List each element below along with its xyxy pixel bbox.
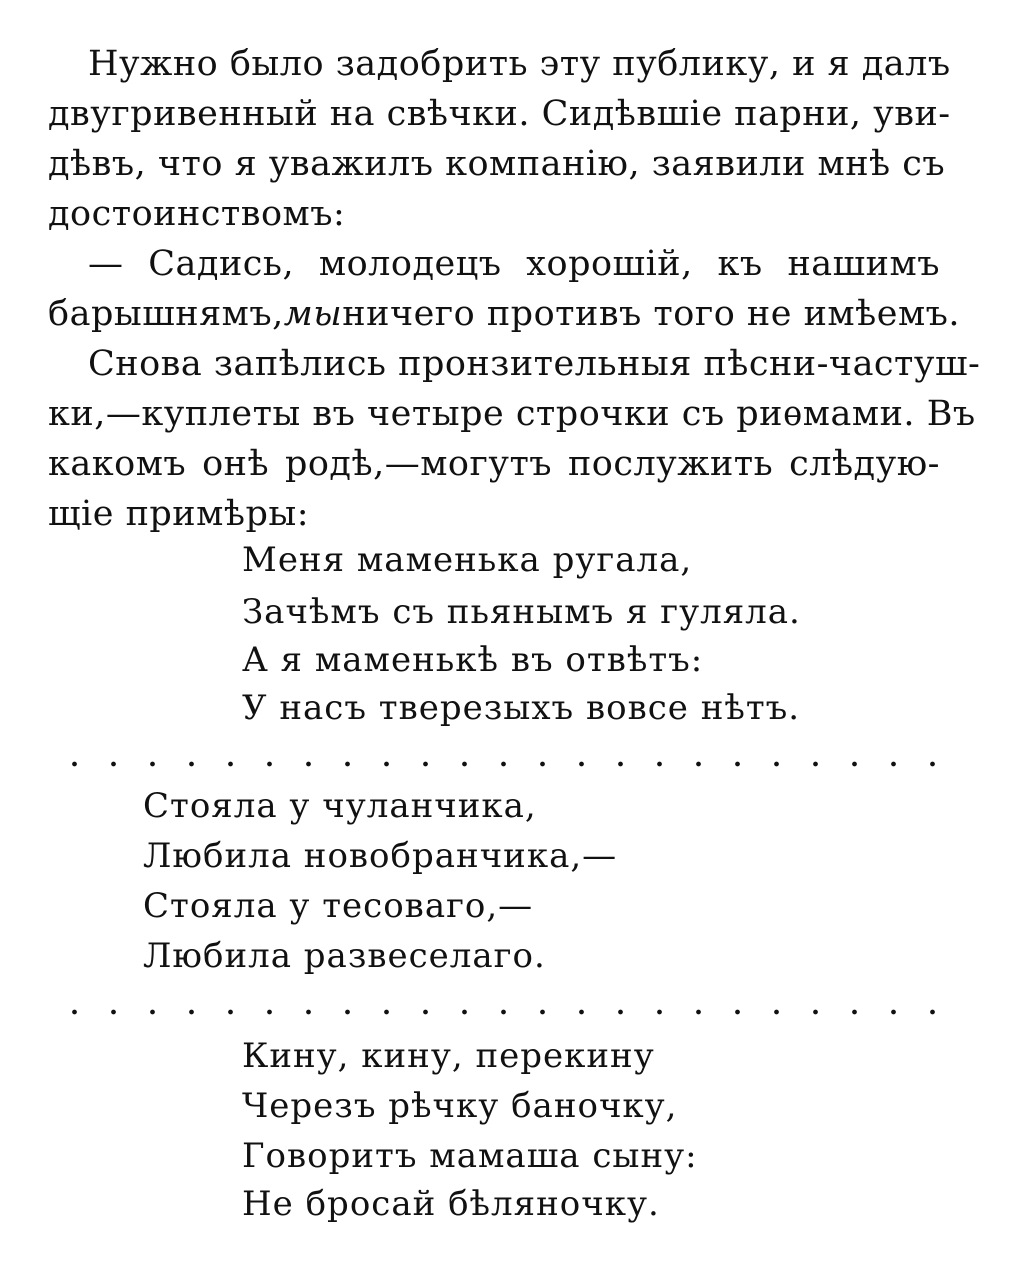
verse-3-line-1: Кину, кину, перекину xyxy=(242,1036,655,1076)
dotted-separator-2 xyxy=(55,1009,940,1015)
paragraph-2-line-2 xyxy=(48,294,961,334)
paragraph-3-line-4: щіе примѣры: xyxy=(48,494,310,534)
verse-3-line-3: Говоритъ мамаша сыну: xyxy=(242,1136,698,1176)
paragraph-2-emphasis: мы xyxy=(283,294,343,334)
verse-3-line-4: Не бросай бѣляночку. xyxy=(242,1184,660,1224)
paragraph-2-line-2-part-2: ничего противъ того не имѣемъ. xyxy=(342,294,961,334)
verse-1-line-2: Зачѣмъ съ пьянымъ я гуляла. xyxy=(242,592,801,632)
paragraph-1-line-1: Нужно было задобрить эту публику, и я далъ xyxy=(88,44,951,84)
verse-1-line-3: А я маменькѣ въ отвѣтъ: xyxy=(242,640,704,680)
paragraph-2-line-1: — Садись, молодецъ хорошій, къ нашимъ xyxy=(88,244,940,284)
verse-1-line-1: Меня маменька ругала, xyxy=(242,540,693,580)
verse-2-line-3: Стояла у тесоваго,— xyxy=(143,886,534,926)
verse-2-line-1: Стояла у чуланчика, xyxy=(143,786,537,826)
paragraph-3-line-3: какомъ онѣ родѣ,—могутъ послужить слѣдую- xyxy=(48,444,940,484)
paragraph-1-line-4: достоинствомъ: xyxy=(48,194,346,234)
verse-2-line-2: Любила новобранчика,— xyxy=(143,836,618,876)
paragraph-1-line-3: дѣвъ, что я уважилъ компанію, заявили мнѣ съ xyxy=(48,144,946,184)
verse-2-line-4: Любила развеселаго. xyxy=(143,936,546,976)
paragraph-3-line-1: Снова запѣлись пронзительныя пѣсни-частуш- xyxy=(88,344,981,384)
verse-1-line-4: У насъ тверезыхъ вовсе нѣтъ. xyxy=(242,688,801,728)
paragraph-3-line-2: ки,—куплеты въ четыре строчки съ риѳмами. Въ xyxy=(48,394,976,434)
dotted-separator-1 xyxy=(55,761,940,767)
paragraph-2-line-2-part-1: барышнямъ, xyxy=(48,294,284,334)
paragraph-1-line-2: двугривенный на свѣчки. Сидѣвшіе парни, уви- xyxy=(48,94,951,134)
verse-3-line-2: Черезъ рѣчку баночку, xyxy=(242,1086,678,1126)
